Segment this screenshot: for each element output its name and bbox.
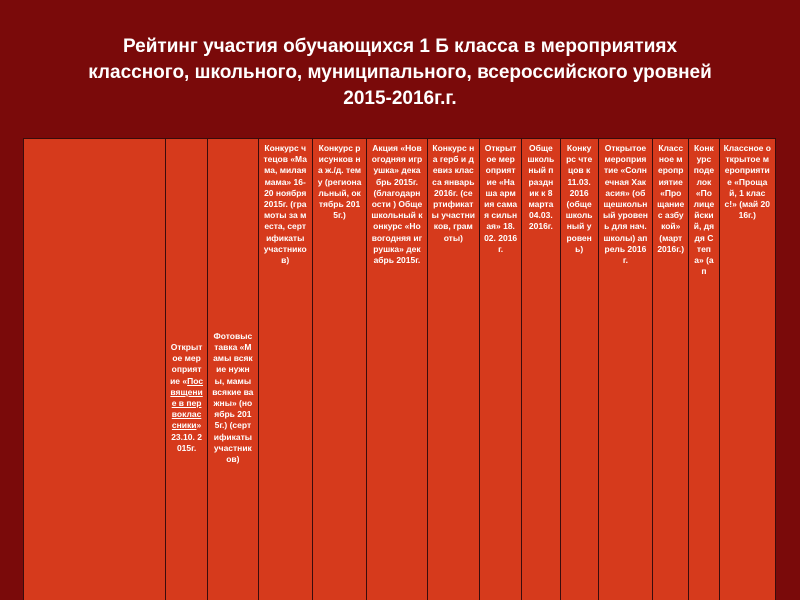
title-line-2: классного, школьного, муниципального, всероссийского уровней	[88, 62, 712, 83]
header-cell-event-2: Фотовыставка «Мамы всякие нужны, мамы всякие важны» (ноябрь 2015г.) (сертификаты участников)	[208, 139, 258, 600]
header-cell-event-10: Открытое мероприятие «Солнечная Хакасия» (общешкольный уровень для нач. школы) апрель 2016г.	[598, 139, 652, 600]
title-line-3: 2015-2016г.г.	[343, 88, 457, 109]
header-cell-event-1: Открытое мероприятие «Посвящение в первоклассники» 23.10. 2015г.	[165, 139, 207, 600]
header-cell-empty	[24, 139, 166, 600]
header-cell-event-12: Конкурс поделок «Полицейский, дядя Степа» (ап	[689, 139, 719, 600]
header-cell-event-7: Открытое мероприятие «Наша армия самая сильная» 18.02. 2016г.	[479, 139, 521, 600]
slide-title	[20, 34, 780, 112]
header-cell-event-13: Классное открытое мероприятие «Прощай, 1 класс!» (май 2016г.)	[719, 139, 775, 600]
header-cell-event-6: Конкурс на герб и девиз класса январь 2016г. (сертификаты участников, грамоты)	[427, 139, 479, 600]
header-cell-event-11: Классное мероприятие «Прощание с азбукой» (март 2016г.)	[653, 139, 689, 600]
title-line-1: Рейтинг участия обучающихся 1 Б класса в мероприятиях	[122, 36, 678, 57]
table-header-row	[24, 139, 776, 600]
rating-table-container	[23, 138, 776, 600]
header-cell-event-3: Конкурс чтецов «Мама, милая мама» 16-20 ноября 2015г. (грамоты за места, сертификаты участников)	[258, 139, 312, 600]
underlined-event-name: Посвящение в первоклассники	[170, 375, 204, 431]
header-cell-event-5: Акция «Новогодняя игрушка» декабрь 2015г. (благодарности ) Общешкольный конкурс «Новогодняя игрушка» декабрь 2015г.	[367, 139, 427, 600]
header-cell-event-4: Конкурс рисунков на ж./д. тему (региональный, октябрь 2015г.)	[312, 139, 366, 600]
header-cell-event-8: Общешкольный праздник к 8 марта 04.03. 2016г.	[522, 139, 560, 600]
rating-table	[23, 138, 776, 600]
header-cell-event-9: Конкурс чтецов к 11.03. 2016 (общешкольный уровень)	[560, 139, 598, 600]
